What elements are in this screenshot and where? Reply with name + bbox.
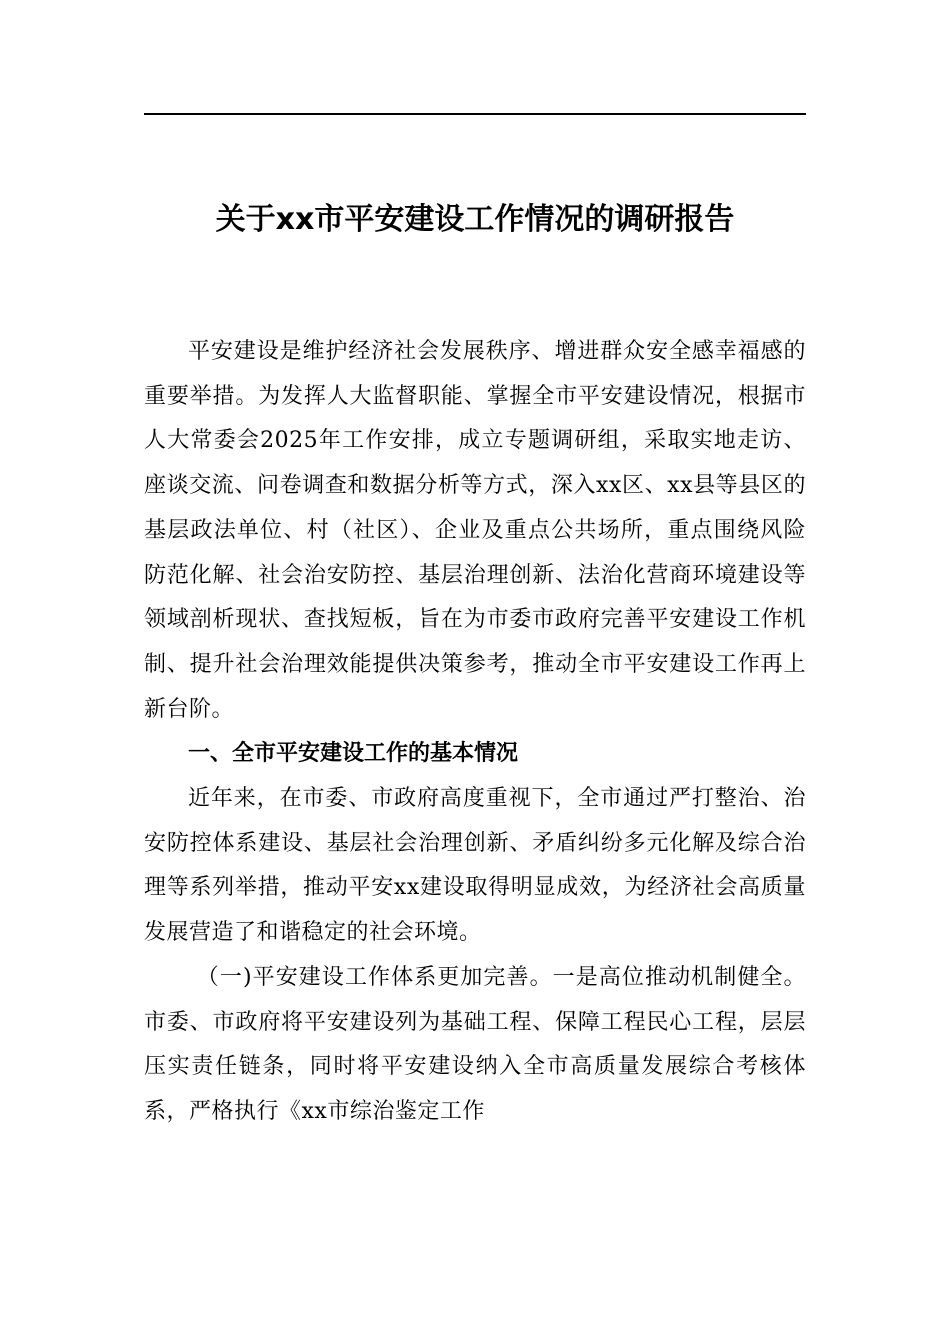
document-body (144, 330, 806, 1135)
intro-paragraph: 平安建设是维护经济社会发展秩序、增进群众安全感幸福感的重要举措。为发挥人大监督职能、掌握全市平安建设情况，根据市人大常委会2025年工作安排，成立专题调研组，采取实地走访、座谈交流、问卷调查和数据分析等方式，深入xx区、xx县等县区的基层政法单位、村（社区）、企业及重点公共场所，重点围绕风险防范化解、社会治安防控、基层治理创新、法治化营商环境建设等领域剖析现状、查找短板，旨在为市委市政府完善平安建设工作机制、提升社会治理效能提供决策参考，推动全市平安建设工作再上新台阶。 (144, 339, 806, 722)
header-rule (144, 113, 806, 115)
section-paragraph: 近年来，在市委、市政府高度重视下，全市通过严打整治、治安防控体系建设、基层社会治理创新、矛盾纠纷多元化解及综合治理等系列举措，推动平安xx建设取得明显成效，为经济社会高质量发展营造了和谐稳定的社会环境。 (144, 786, 806, 946)
section-heading: 一、全市平安建设工作的基本情况 (188, 741, 519, 767)
subsection-paragraph: （一)平安建设工作体系更加完善。一是高位推动机制健全。市委、市政府将平安建设列为基础工程、保障工程民心工程，层层压实责任链条，同时将平安建设纳入全市高质量发展综合考核体系，严格执行《xx市综治鉴定工作 (144, 964, 806, 1124)
document-title: 关于xx市平安建设工作情况的调研报告 (215, 202, 735, 237)
